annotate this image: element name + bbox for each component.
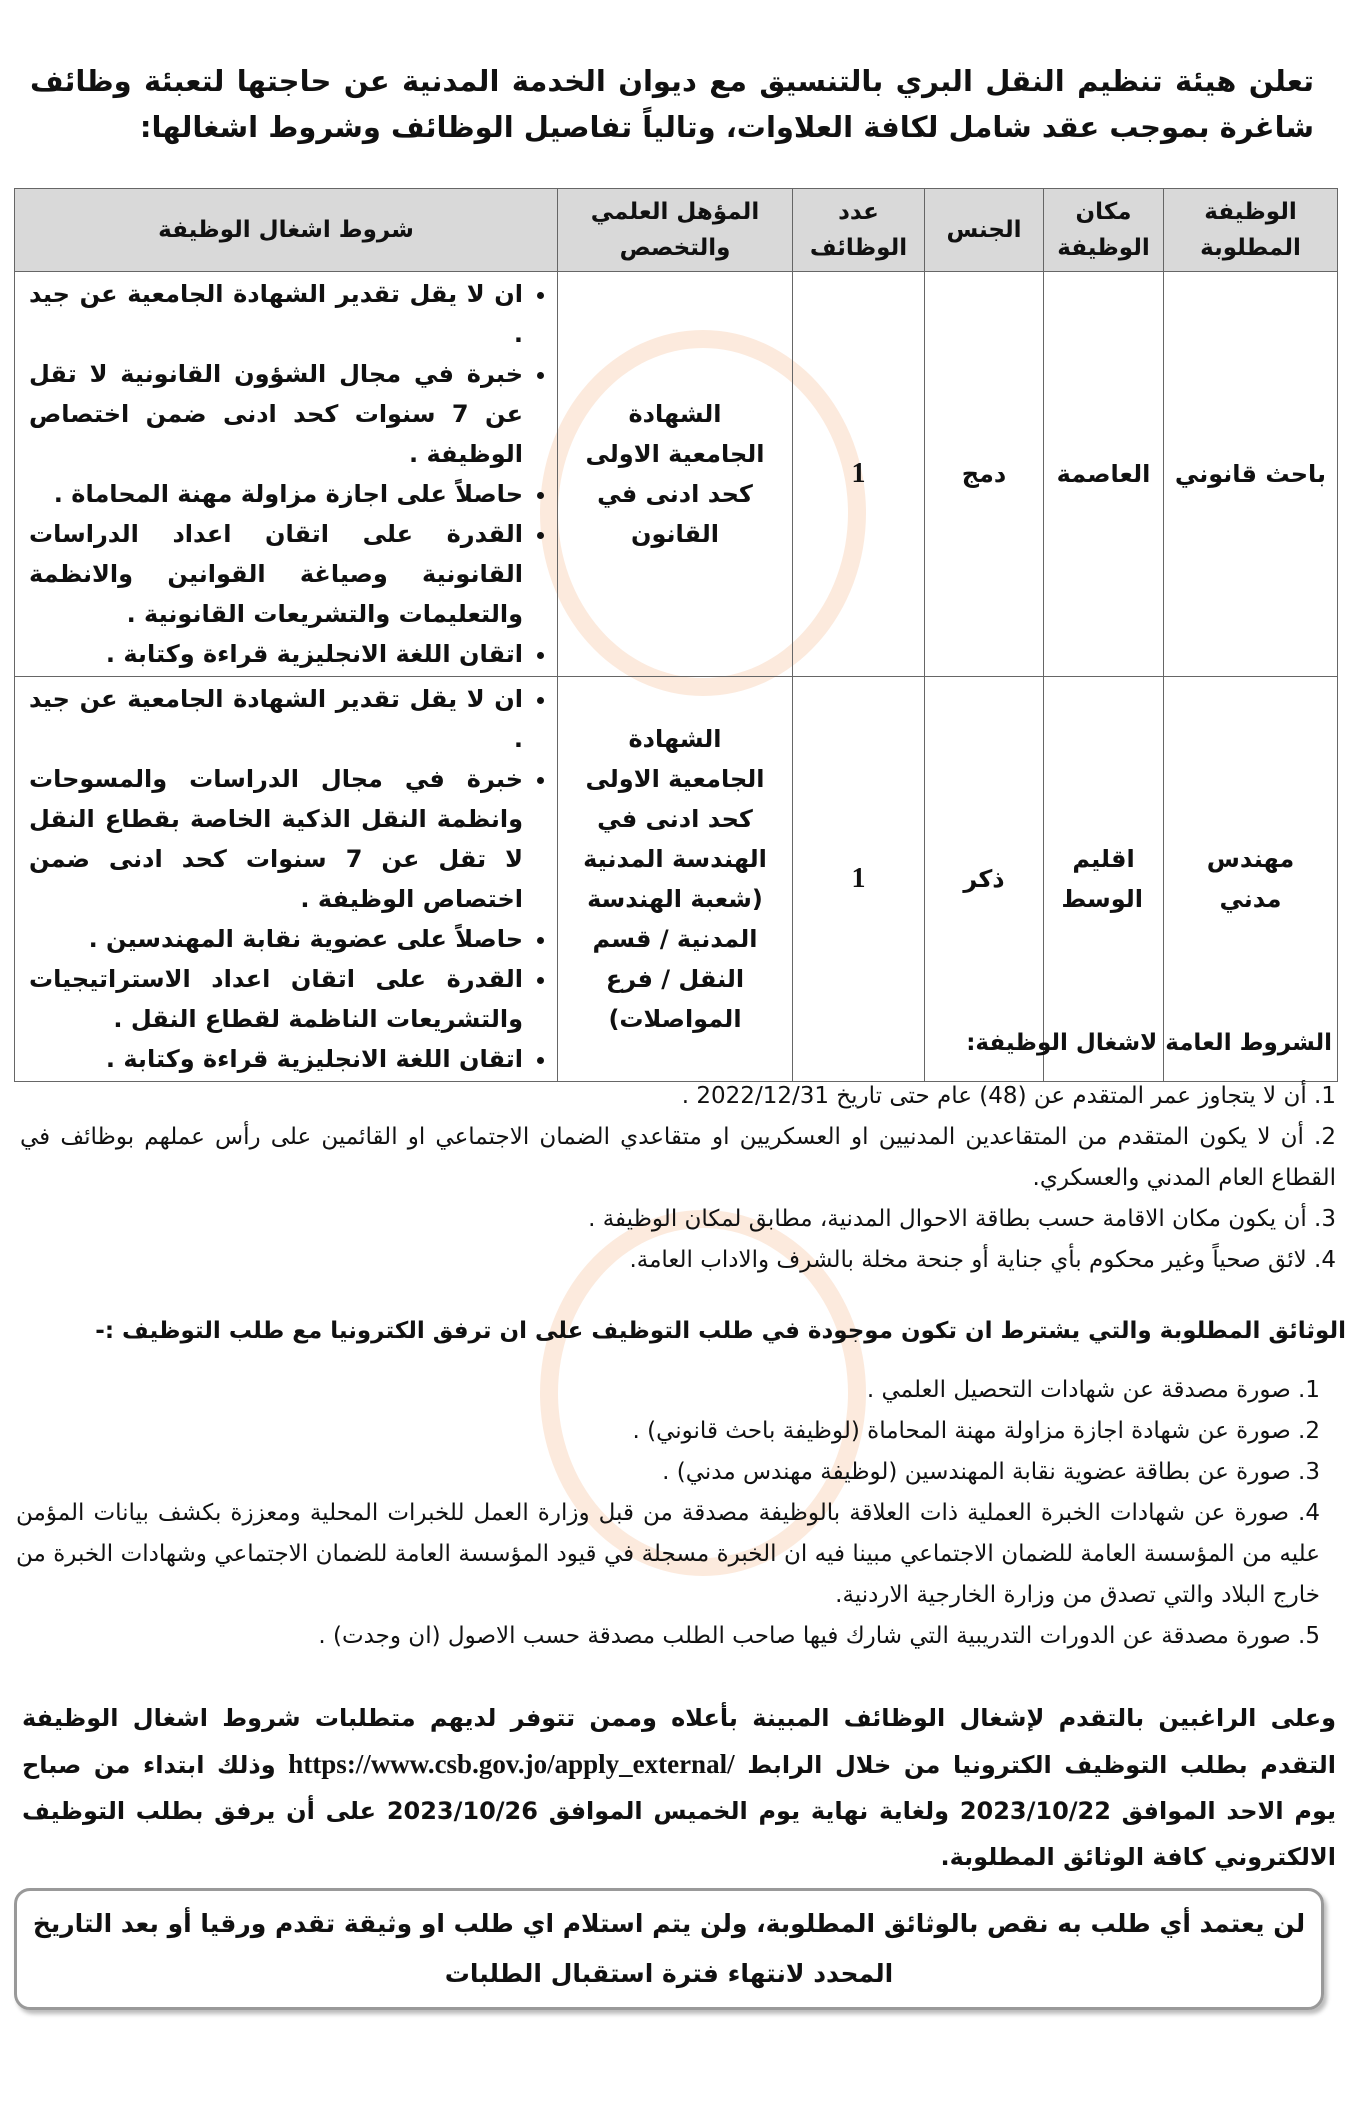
cell-conditions [15,272,558,677]
cell-gender: ذكر [925,677,1044,1082]
documents-heading: الوثائق المطلوبة والتي يشترط ان تكون موجودة في طلب التوظيف على ان ترفق الكترونيا مع طلب التوظيف :- [95,1318,1346,1344]
cell-count: 1 [793,272,925,677]
condition-item: • خبرة في مجال الدراسات والمسوحات وانظمة النقل الذكية الخاصة بقطاع النقل لا تقل عن 7 سنوات كحد ادنى ضمن اختصاص الوظيفة . [29,759,523,919]
condition-item: • القدرة على اتقان اعداد الاستراتيجيات والتشريعات الناظمة لقطاع النقل . [29,959,523,1039]
cell-job: مهندس مدني [1164,677,1338,1082]
general-condition-item: 4. لائق صحياً وغير محكوم بأي جناية أو جنحة مخلة بالشرف والاداب العامة. [629,1247,1336,1273]
condition-item: • حاصلاً على اجازة مزاولة مهنة المحاماة . [29,474,523,514]
condition-item: • القدرة على اتقان اعداد الدراسات القانونية وصياغة القوانين والانظمة والتعليمات والتشريعات القانونية . [29,514,523,634]
condition-item: • ان لا يقل تقدير الشهادة الجامعية عن جيد . [29,274,523,354]
cell-job: باحث قانوني [1164,272,1338,677]
general-conditions-list [20,1076,1336,1281]
cell-location: العاصمة [1044,272,1164,677]
condition-item: • خبرة في مجال الشؤون القانونية لا تقل عن 7 سنوات كحد ادنى ضمن اختصاص الوظيفة . [29,354,523,474]
document-item: 4. صورة عن شهادات الخبرة العملية ذات العلاقة بالوظيفة مصدقة من قبل وزارة العمل للخبرات المحلية ومعززة بكشف بيانات المؤمن عليه من المؤسسة العامة للضمان الاجتماعي مبينا فيه ان الخبرة مسجلة في قيود المؤسسة العامة للضمان الاجتماعي وشهادات الخبرة من خارج البلاد والتي تصدق من وزارة الخارجية الاردنية. [16,1500,1320,1608]
condition-item: • حاصلاً على عضوية نقابة المهندسين . [29,919,523,959]
general-condition-item: 1. أن لا يتجاوز عمر المتقدم عن (48) عام حتى تاريخ 2022/12/31 . [681,1083,1336,1109]
instructions-text: وذلك ابتداء من صباح يوم الاحد الموافق 2023/10/22 ولغاية نهاية يوم الخميس الموافق 2023/10/26 على أن يرفق بطلب التوظيف الالكتروني كافة الوثائق المطلوبة. [22,1751,1337,1871]
header-conditions: شروط اشغال الوظيفة [15,189,558,272]
general-conditions-heading: الشروط العامة لاشغال الوظيفة: [966,1030,1332,1056]
document-item: 1. صورة مصدقة عن شهادات التحصيل العلمي . [866,1377,1320,1403]
documents-list [16,1370,1320,1657]
header-job: الوظيفة المطلوبة [1164,189,1338,272]
header-qualification: المؤهل العلمي والتخصص [558,189,793,272]
document-item: 3. صورة عن بطاقة عضوية نقابة المهندسين (لوظيفة مهندس مدني) . [662,1459,1320,1485]
header-gender: الجنس [925,189,1044,272]
cell-count: 1 [793,677,925,1082]
announcement-intro: تعلن هيئة تنظيم النقل البري بالتنسيق مع ديوان الخدمة المدنية عن حاجتها لتعبئة وظائف شاغرة بموجب عقد شامل لكافة العلاوات، وتالياً تفاصيل الوظائف وشروط اشغالها: [30,64,1314,144]
application-instructions [22,1695,1336,1880]
general-condition-item: 3. أن يكون مكان الاقامة حسب بطاقة الاحوال المدنية، مطابق لمكان الوظيفة . [588,1206,1336,1232]
application-link[interactable]: https://www.csb.gov.jo/apply_external/ [288,1749,735,1779]
header-location: مكان الوظيفة [1044,189,1164,272]
cell-qualification: الشهادة الجامعية الاولى كحد ادنى في القانون [558,272,793,677]
cell-qualification: الشهادة الجامعية الاولى كحد ادنى في الهندسة المدنية (شعبة الهندسة المدنية / قسم النقل / فرع المواصلات) [558,677,793,1082]
condition-item: • اتقان اللغة الانجليزية قراءة وكتابة . [29,1039,523,1079]
important-note-box: لن يعتمد أي طلب به نقص بالوثائق المطلوبة، ولن يتم استلام اي طلب او وثيقة تقدم ورقيا أو بعد التاريخ المحدد لانتهاء فترة استقبال الطلبات [14,1888,1324,2010]
general-condition-item: 2. أن لا يكون المتقدم من المتقاعدين المدنيين او العسكريين او متقاعدي الضمان الاجتماعي او القائمين على رأس عملهم بوظائف في القطاع العام المدني والعسكري. [20,1124,1336,1191]
condition-item: • ان لا يقل تقدير الشهادة الجامعية عن جيد . [29,679,523,759]
jobs-table [14,188,1338,1082]
cell-gender: دمج [925,272,1044,677]
condition-item: • اتقان اللغة الانجليزية قراءة وكتابة . [29,634,523,674]
cell-location: اقليم الوسط [1044,677,1164,1082]
instructions-text: وعلى الراغبين بالتقدم لإشغال الوظائف المبينة بأعلاه وممن تتوفر لديهم متطلبات شروط اشغال الوظيفة التقدم بطلب التوظيف الكترونيا من خلال الرابط [22,1704,1337,1779]
table-row [15,272,1338,677]
document-item: 5. صورة مصدقة عن الدورات التدريبية التي شارك فيها صاحب الطلب مصدقة حسب الاصول (ان وجدت) . [318,1623,1320,1649]
document-item: 2. صورة عن شهادة اجازة مزاولة مهنة المحاماة (لوظيفة باحث قانوني) . [632,1418,1320,1444]
header-count: عدد الوظائف [793,189,925,272]
table-row [15,677,1338,1082]
cell-conditions [15,677,558,1082]
table-header-row [15,189,1338,272]
